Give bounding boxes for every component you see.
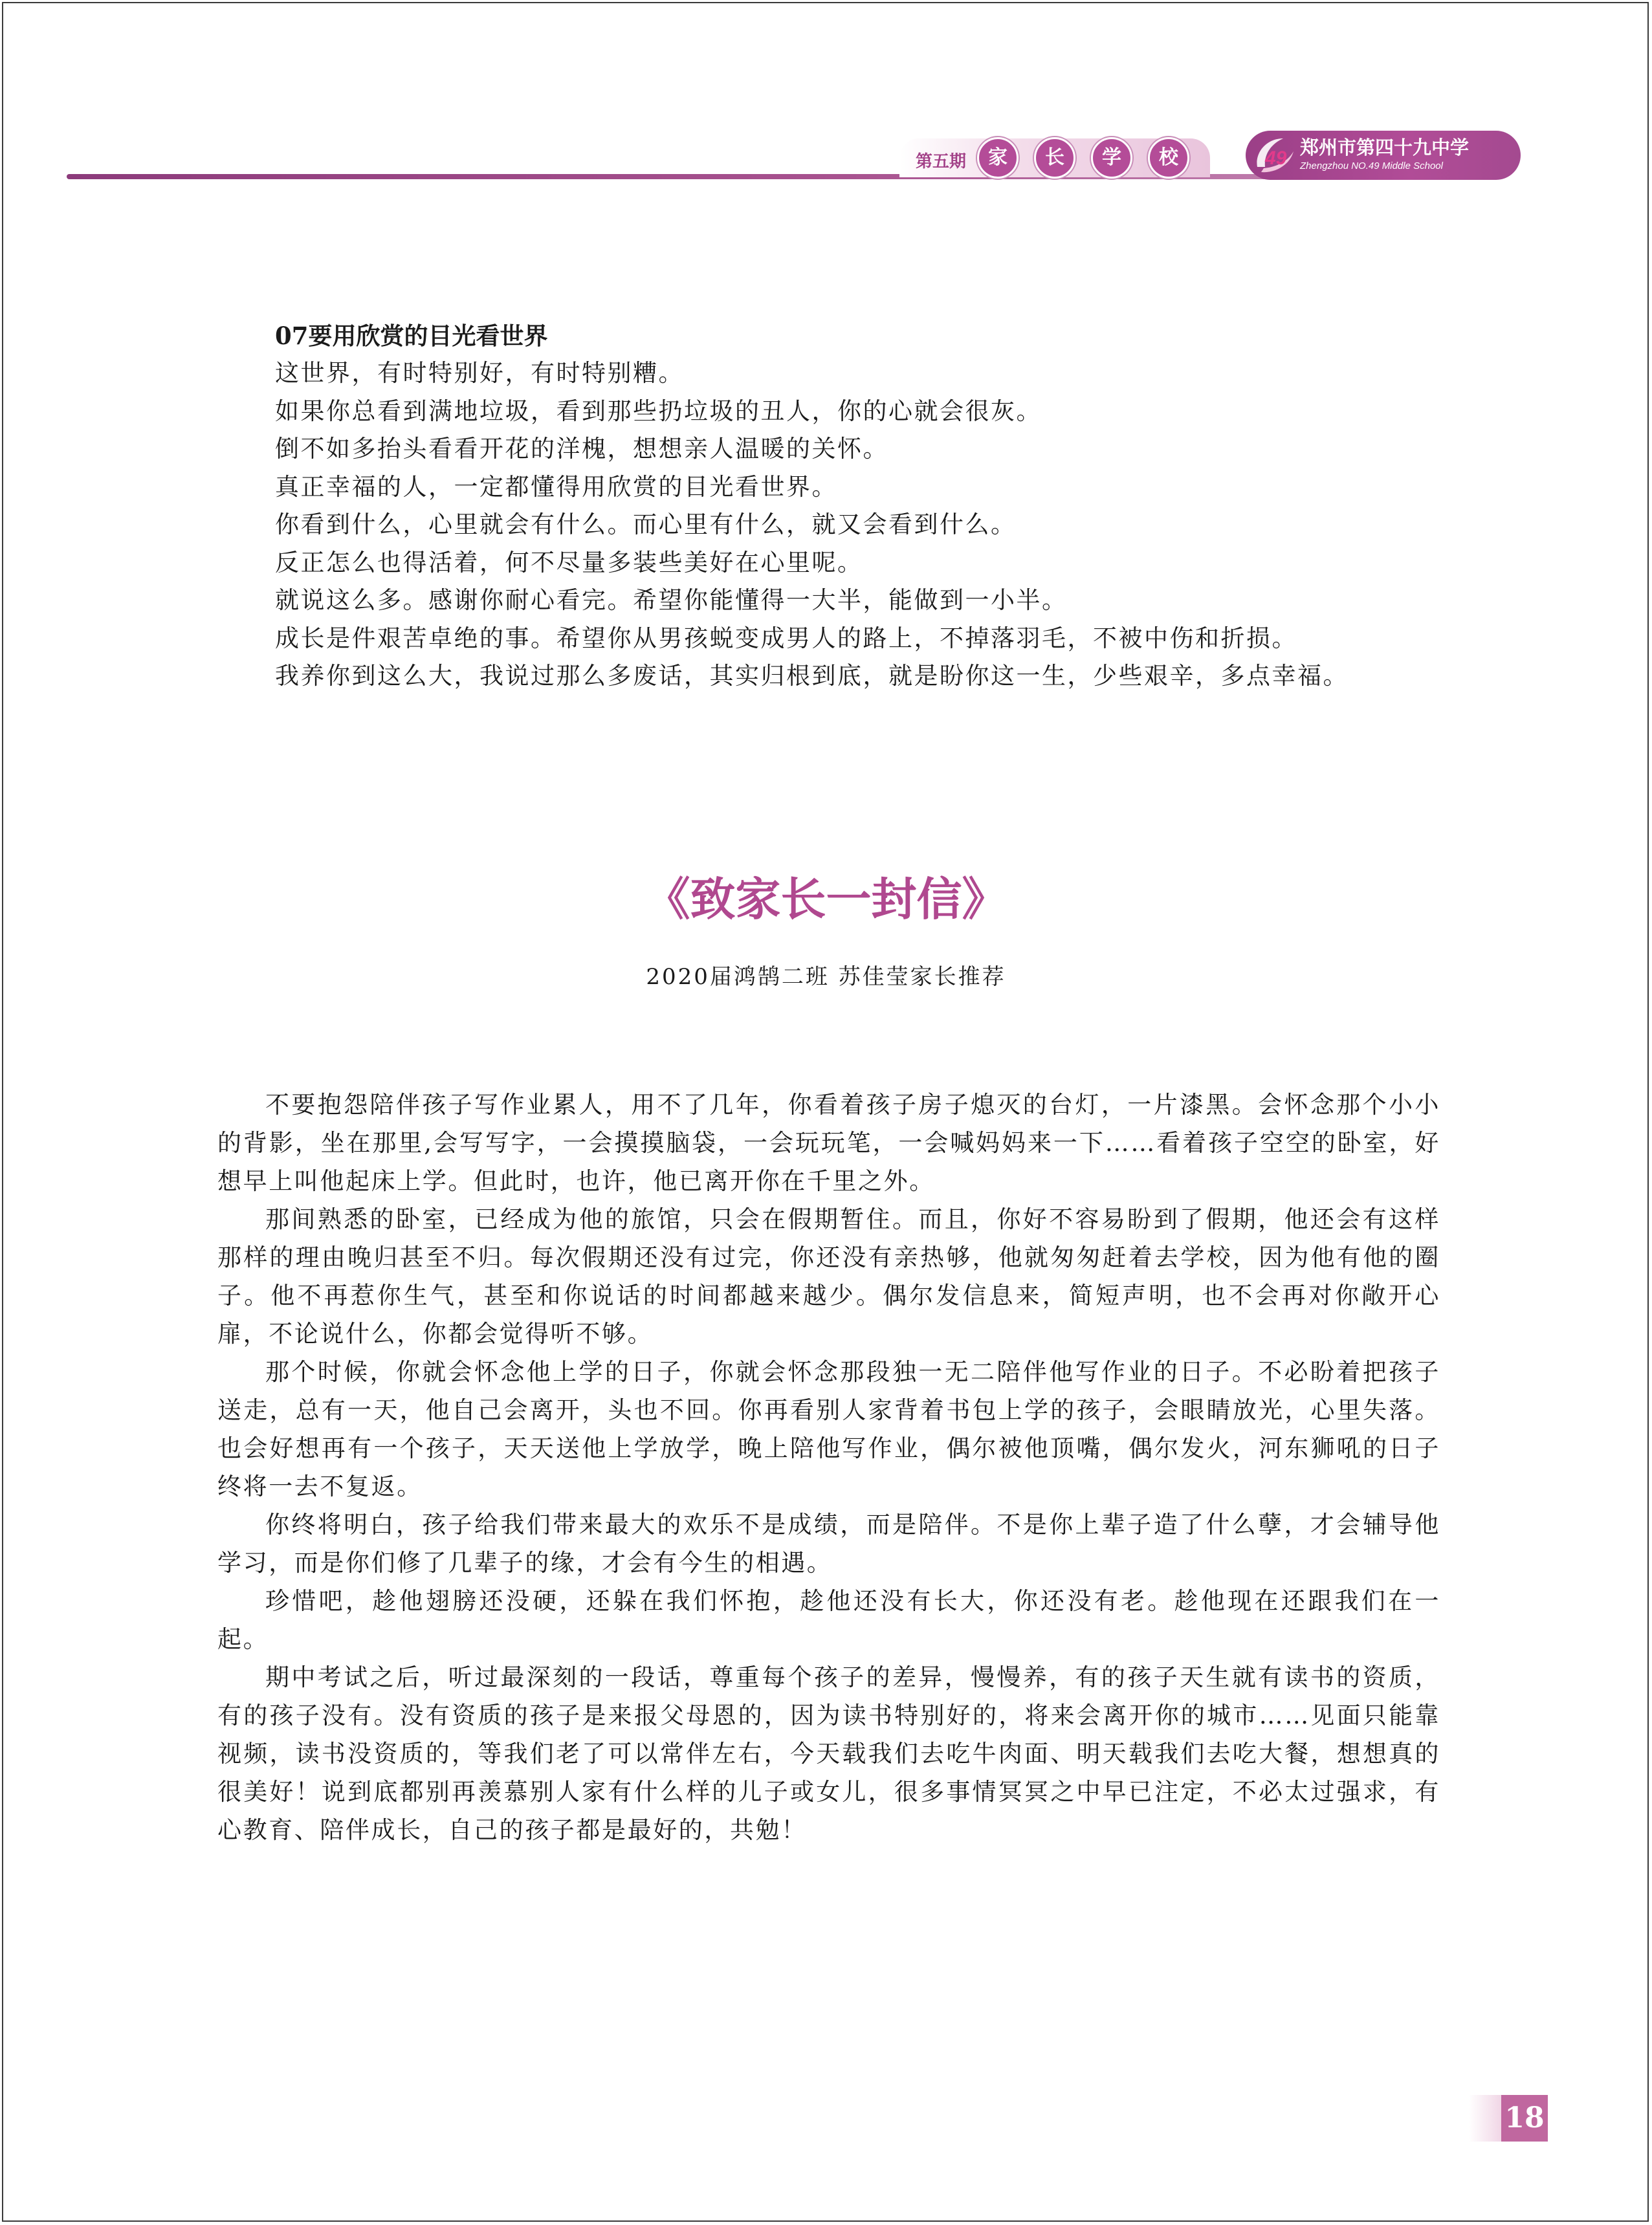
letter-paragraph: 那个时候，你就会怀念他上学的日子，你就会怀念那段独一无二陪伴他写作业的日子。不必盼着把孩子送走，总有一天，他自己会离开，头也不回。你再看别人家背着书包上学的孩子，会眼睛放光，心里失落。也会好想再有一个孩子，天天送他上学放学，晚上陪他写作业，偶尔被他顶嘴，偶尔发火，河东狮吼的日子终将一去不复返。 — [217, 1358, 1440, 1500]
section-line: 真正幸福的人，一定都懂得用欣赏的目光看世界。 — [275, 472, 837, 501]
letter-body — [217, 1086, 1440, 1849]
section-07 — [275, 317, 1504, 696]
section-line: 这世界，有时特别好，有时特别糟。 — [275, 359, 684, 387]
letter-paragraph: 不要抱怨陪伴孩子写作业累人，用不了几年，你看着孩子房子熄灭的台灯，一片漆黑。会怀念那个小小的背影，坐在那里,会写写字，一会摸摸脑袋，一会玩玩笔，一会喊妈妈来一下……看着孩子空空的卧室，好想早上叫他起床上学。但此时，也许，他已离开你在千里之外。 — [217, 1091, 1440, 1195]
section-line: 倒不如多抬头看看开花的洋槐，想想亲人温暖的关怀。 — [275, 435, 888, 463]
column-char: 家 — [977, 137, 1019, 179]
issue-label: 第五期 — [916, 152, 967, 171]
school-badge — [1246, 131, 1521, 180]
letter-paragraph: 你终将明白，孩子给我们带来最大的欢乐不是成绩，而是陪伴。不是你上辈子造了什么孽，才会辅导他学习，而是你们修了几辈子的缘，才会有今生的相遇。 — [217, 1511, 1440, 1577]
section-line: 就说这么多。感谢你耐心看完。希望你能懂得一大半，能做到一小半。 — [275, 586, 1068, 614]
letter-paragraph: 那间熟悉的卧室，已经成为他的旅馆，只会在假期暂住。而且，你好不容易盼到了假期，他还会有这样那样的理由晚归甚至不归。每次假期还没有过完，你还没有亲热够，他就匆匆赶着去学校，因为他有他的圈子。他不再惹你生气，甚至和你说话的时间都越来越少。偶尔发信息来，简短声明，也不会再对你敞开心扉，不论说什么，你都会觉得听不够。 — [217, 1205, 1440, 1348]
school-name: 郑州市第四十九中学 — [1300, 137, 1470, 159]
page-number: 18 — [1501, 2095, 1548, 2142]
column-char: 学 — [1091, 137, 1132, 179]
logo-number: 49 — [1265, 148, 1287, 169]
section-line: 我养你到这么大，我说过那么多废话，其实归根到底，就是盼你这一生，少些艰辛，多点幸福。 — [275, 662, 1349, 690]
letter-title: 《致家长一封信》 — [644, 872, 1008, 926]
section-line: 成长是件艰苦卓绝的事。希望你从男孩蜕变成男人的路上，不掉落羽毛，不被中伤和折损。 — [275, 624, 1297, 652]
school-name-en: Zhengzhou NO.49 Middle School — [1300, 160, 1443, 171]
school-logo-icon — [1252, 135, 1297, 176]
section-line: 反正怎么也得活着，何不尽量多装些美好在心里呢。 — [275, 548, 863, 576]
section-title: 07要用欣赏的目光看世界 — [275, 322, 548, 350]
letter-paragraph: 期中考试之后，听过最深刻的一段话，尊重每个孩子的差异，慢慢养，有的孩子天生就有读书的资质，有的孩子没有。没有资质的孩子是来报父母恩的，因为读书特别好的，将来会离开你的城市……见面只能靠视频，读书没资质的，等我们老了可以常伴左右，今天载我们去吃牛肉面、明天载我们去吃大餐，想想真的很美好！说到底都别再羡慕别人家有什么样的儿子或女儿，很多事情冥冥之中早已注定，不必太过强求，有心教育、陪伴成长，自己的孩子都是最好的，共勉！ — [217, 1663, 1440, 1844]
column-char: 校 — [1148, 137, 1189, 179]
section-line: 你看到什么，心里就会有什么。而心里有什么，就又会看到什么。 — [275, 510, 1017, 538]
page-number-tab — [1469, 2095, 1501, 2142]
letter-byline: 2020届鸿鹄二班 苏佳莹家长推荐 — [646, 964, 1006, 990]
section-line: 如果你总看到满地垃圾，看到那些扔垃圾的丑人，你的心就会很灰。 — [275, 397, 1042, 425]
column-char: 长 — [1034, 137, 1075, 179]
letter-paragraph: 珍惜吧，趁他翅膀还没硬，还躲在我们怀抱，趁他还没有长大，你还没有老。趁他现在还跟我们在一起。 — [217, 1587, 1440, 1653]
